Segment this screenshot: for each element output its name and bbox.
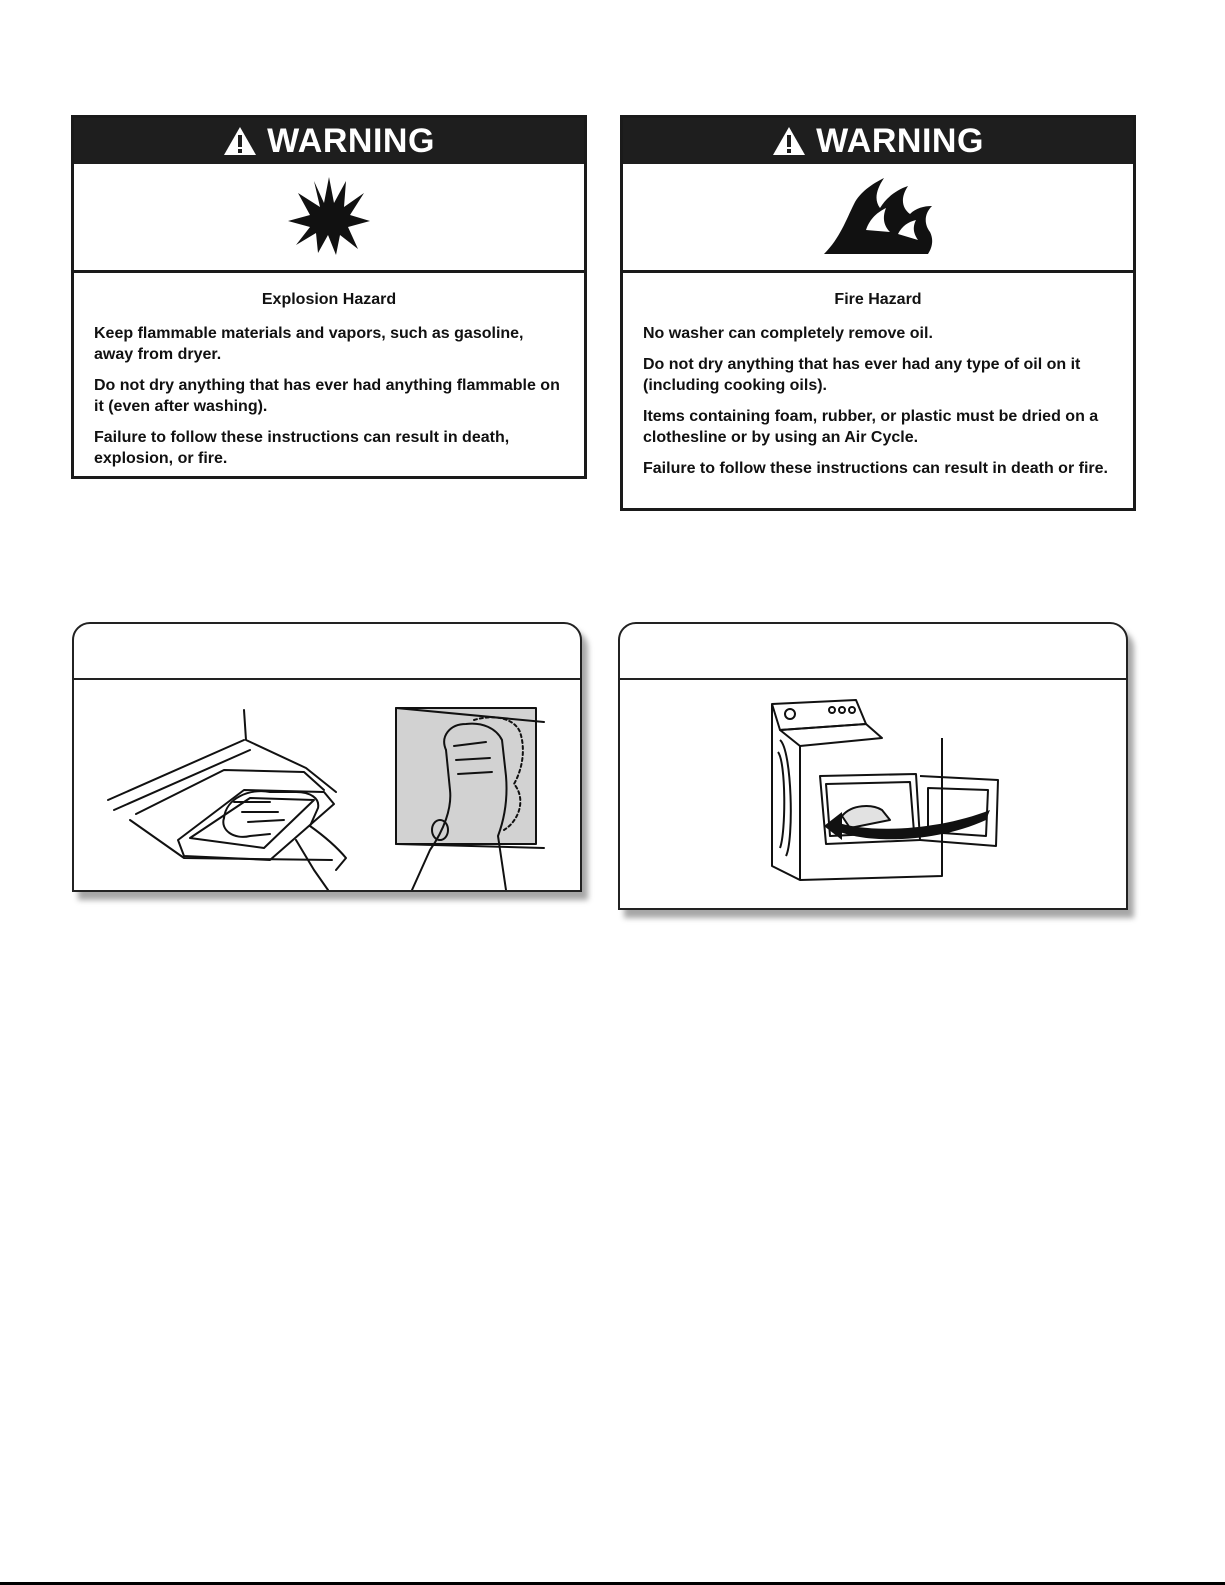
figure-panel-header: [620, 624, 1126, 680]
warning-header: [74, 118, 584, 164]
symbol-area: [623, 164, 1133, 273]
fire-icon: [820, 174, 936, 261]
alert-triangle-icon: [772, 126, 806, 156]
symbol-area: [74, 164, 584, 273]
hazard-title: Fire Hazard: [834, 291, 922, 308]
explosion-icon: [284, 173, 374, 262]
figure-panel-header: [74, 624, 580, 680]
lint-screen-cleaning-illustration: [74, 680, 580, 895]
warning-text: Keep flammable materials and vapors, such as gasoline, away from dryer.: [94, 325, 524, 363]
warning-explosion: [71, 115, 587, 479]
warning-text: Failure to follow these instructions can result in death, explosion, or fire.: [94, 429, 510, 467]
signal-word: WARNING: [267, 121, 435, 160]
warning-text: Failure to follow these instructions can result in death or fire.: [643, 460, 1108, 477]
alert-triangle-icon: [223, 126, 257, 156]
dryer-door-open-illustration: [620, 680, 1126, 913]
warning-text: Do not dry anything that has ever had anything flammable on it (even after washing).: [94, 377, 560, 415]
warning-fire: [620, 115, 1136, 511]
warning-header: [623, 118, 1133, 164]
hazard-title: Explosion Hazard: [261, 291, 397, 308]
warning-text: No washer can completely remove oil.: [643, 325, 933, 342]
figure-panel-dryer-door: [618, 622, 1128, 910]
figure-panel-lint-screen: [72, 622, 582, 892]
signal-word: WARNING: [816, 121, 984, 160]
warning-text: Items containing foam, rubber, or plastic must be dried on a clothesline or by using an Air Cycle.: [643, 408, 1099, 446]
warning-text: Do not dry anything that has ever had any type of oil on it (including cooking oils).: [643, 356, 1081, 394]
